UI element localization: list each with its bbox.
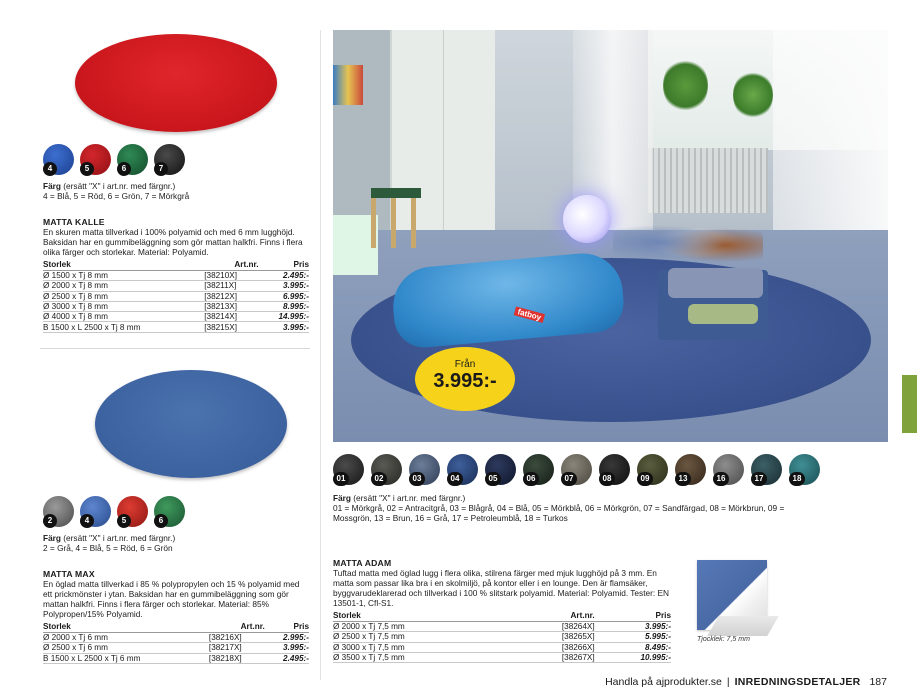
color-label: Färg bbox=[43, 181, 61, 191]
max-rug-image bbox=[95, 370, 287, 478]
section-tab bbox=[902, 375, 917, 433]
col-size: Storlek bbox=[333, 611, 513, 622]
size-cell: Ø 2000 x Tj 7,5 mm bbox=[333, 622, 513, 632]
adam-color-info bbox=[333, 493, 803, 523]
kalle-price-table bbox=[43, 260, 309, 333]
swatch-01[interactable]: 01 bbox=[333, 454, 364, 485]
swatch-dark-grey[interactable]: 7 bbox=[154, 144, 185, 175]
col-size: Storlek bbox=[43, 260, 204, 271]
max-title: MATTA MAX bbox=[43, 569, 95, 579]
color-note: (ersätt "X" i art.nr. med färgnr.) bbox=[60, 533, 176, 543]
table-row bbox=[43, 653, 309, 663]
artnr-cell: [38264X] bbox=[513, 622, 595, 632]
size-cell: Ø 2500 x Tj 7,5 mm bbox=[333, 632, 513, 642]
swatch-grey[interactable]: 2 bbox=[43, 496, 74, 527]
artnr-cell: [38267X] bbox=[513, 652, 595, 662]
table-row bbox=[333, 632, 671, 642]
page-number: 187 bbox=[869, 676, 887, 688]
price-cell: 5.995:- bbox=[595, 632, 671, 642]
color-note: (ersätt "X" i art.nr. med färgnr.) bbox=[60, 181, 176, 191]
swatch-08[interactable]: 08 bbox=[599, 454, 630, 485]
color-label: Färg bbox=[43, 533, 61, 543]
size-cell: Ø 3000 x Tj 8 mm bbox=[43, 301, 204, 311]
swatch-03[interactable]: 03 bbox=[409, 454, 440, 485]
footer-link[interactable]: Handla på ajprodukter.se bbox=[605, 676, 722, 688]
kalle-title: MATTA KALLE bbox=[43, 217, 105, 227]
table-row bbox=[43, 312, 309, 322]
table-row bbox=[333, 652, 671, 662]
plant bbox=[663, 58, 708, 113]
table-row bbox=[43, 271, 309, 281]
badge-from: Från bbox=[454, 359, 476, 370]
artnr-cell: [38216X] bbox=[209, 633, 265, 643]
pouf-brand-label: fatboy bbox=[514, 306, 545, 322]
color-list: 01 = Mörkgrå, 02 = Antracitgrå, 03 = Blågrå, 04 = Blå, 05 = Mörkblå, 06 = Mörkgrön, 07 = Sandfärgad, 08 = Mörkbrun, 09 = Mossgrön, 13 = Brun, 16 = Grå, 17 = Petroleumblå, 18 = Turkos bbox=[333, 503, 785, 523]
kalle-description: En skuren matta tillverkad i 100% polyamid och med 6 mm lugghöjd. Baksidan har en gummibeläggning som gör mattan halkfri. Finns i flera olika färger och storlekar. Material: Polyamid. bbox=[43, 227, 303, 257]
table-row bbox=[43, 291, 309, 301]
swatch-02[interactable]: 02 bbox=[371, 454, 402, 485]
table-row bbox=[333, 622, 671, 632]
col-size: Storlek bbox=[43, 622, 209, 633]
color-list: 2 = Grå, 4 = Blå, 5 = Röd, 6 = Grön bbox=[43, 543, 173, 553]
size-cell: Ø 3500 x Tj 7,5 mm bbox=[333, 652, 513, 662]
artnr-cell: [38212X] bbox=[204, 291, 258, 301]
page-footer bbox=[605, 676, 887, 688]
books-decor bbox=[333, 65, 363, 105]
plush-toys bbox=[613, 215, 763, 270]
col-artnr: Art.nr. bbox=[204, 260, 258, 271]
blanket bbox=[668, 268, 763, 298]
footer-section: INREDNINGSDETALJER bbox=[734, 676, 861, 688]
color-label: Färg bbox=[333, 493, 351, 503]
table-row bbox=[43, 633, 309, 643]
adam-description: Tuftad matta med öglad lugg i flera olika, stilrena färger med mjuk lugghöjd på 3 mm. En matta som passar lika bra i en skolmiljö, på kontor eller i en lounge. Den är flamsäker, byggvarudeklarerad och tillverkad i 100 % slitstark polyamid. Material: Polyamid. Tester: EN 13501-1, Cfl-S1. bbox=[333, 568, 670, 608]
price-cell: 14.995:- bbox=[259, 312, 310, 322]
swatch-04[interactable]: 04 bbox=[447, 454, 478, 485]
price-cell: 3.995:- bbox=[265, 643, 309, 653]
col-artnr: Art.nr. bbox=[513, 611, 595, 622]
artnr-cell: [38266X] bbox=[513, 642, 595, 652]
table-row bbox=[43, 281, 309, 291]
artnr-cell: [38215X] bbox=[204, 322, 258, 332]
size-cell: B 1500 x L 2500 x Tj 6 mm bbox=[43, 653, 209, 663]
price-cell: 2.495:- bbox=[259, 271, 310, 281]
price-cell: 3.995:- bbox=[259, 281, 310, 291]
size-cell: Ø 2000 x Tj 8 mm bbox=[43, 281, 204, 291]
adam-title: MATTA ADAM bbox=[333, 558, 392, 568]
swatch-09[interactable]: 09 bbox=[637, 454, 668, 485]
price-cell: 10.995:- bbox=[595, 652, 671, 662]
swatch-blue[interactable]: 4 bbox=[43, 144, 74, 175]
color-note: (ersätt "X" i art.nr. med färgnr.) bbox=[350, 493, 466, 503]
max-price-table bbox=[43, 622, 309, 664]
size-cell: Ø 2500 x Tj 6 mm bbox=[43, 643, 209, 653]
swatch-07[interactable]: 07 bbox=[561, 454, 592, 485]
pillow bbox=[688, 304, 758, 324]
column-divider bbox=[320, 30, 321, 680]
size-cell: Ø 4000 x Tj 8 mm bbox=[43, 312, 204, 322]
swatch-red[interactable]: 5 bbox=[117, 496, 148, 527]
kalle-color-info bbox=[43, 181, 313, 201]
col-price: Pris bbox=[595, 611, 671, 622]
adam-swatches bbox=[333, 454, 820, 485]
size-cell: Ø 3000 x Tj 7,5 mm bbox=[333, 642, 513, 652]
stool bbox=[371, 188, 421, 248]
swatch-blue[interactable]: 4 bbox=[80, 496, 111, 527]
price-cell: 6.995:- bbox=[259, 291, 310, 301]
size-cell: Ø 1500 x Tj 8 mm bbox=[43, 271, 204, 281]
price-cell: 3.995:- bbox=[595, 622, 671, 632]
glowing-ball-lamp bbox=[563, 195, 611, 243]
plant bbox=[733, 70, 773, 120]
price-cell: 8.495:- bbox=[595, 642, 671, 652]
max-color-info bbox=[43, 533, 313, 553]
badge-price: 3.995:- bbox=[433, 370, 497, 392]
swatch-13[interactable]: 13 bbox=[675, 454, 706, 485]
swatch-16[interactable]: 16 bbox=[713, 454, 744, 485]
kalle-swatches bbox=[43, 144, 185, 175]
section-divider bbox=[40, 348, 310, 349]
artnr-cell: [38218X] bbox=[209, 653, 265, 663]
table-row bbox=[333, 642, 671, 652]
swatch-17[interactable]: 17 bbox=[751, 454, 782, 485]
price-cell: 2.495:- bbox=[265, 653, 309, 663]
footer-separator: | bbox=[726, 676, 730, 688]
artnr-cell: [38213X] bbox=[204, 301, 258, 311]
artnr-cell: [38211X] bbox=[204, 281, 258, 291]
price-badge bbox=[415, 347, 515, 411]
col-price: Pris bbox=[265, 622, 309, 633]
col-artnr: Art.nr. bbox=[209, 622, 265, 633]
artnr-cell: [38217X] bbox=[209, 643, 265, 653]
swatch-05[interactable]: 05 bbox=[485, 454, 516, 485]
kalle-rug-image bbox=[75, 34, 277, 132]
artnr-cell: [38265X] bbox=[513, 632, 595, 642]
adam-price-table bbox=[333, 611, 671, 663]
table-row bbox=[43, 643, 309, 653]
price-cell: 8.995:- bbox=[259, 301, 310, 311]
color-list: 4 = Blå, 5 = Röd, 6 = Grön, 7 = Mörkgrå bbox=[43, 191, 190, 201]
artnr-cell: [38210X] bbox=[204, 271, 258, 281]
max-swatches bbox=[43, 496, 185, 527]
artnr-cell: [38214X] bbox=[204, 312, 258, 322]
price-cell: 3.995:- bbox=[259, 322, 310, 332]
size-cell: Ø 2500 x Tj 8 mm bbox=[43, 291, 204, 301]
swatch-green[interactable]: 6 bbox=[154, 496, 185, 527]
swatch-06[interactable]: 06 bbox=[523, 454, 554, 485]
swatch-red[interactable]: 5 bbox=[80, 144, 111, 175]
radiator bbox=[648, 148, 768, 213]
size-cell: Ø 2000 x Tj 6 mm bbox=[43, 633, 209, 643]
max-description: En öglad matta tillverkad i 85 % polypropylen och 15 % polyamid med ett prickmönster i ytan. Baksidan har en gummibeläggning som gör mattan halkfri. Finns i flera färger och storlekar. Material: 85% Polypropen/15% Polyamid. bbox=[43, 579, 300, 619]
swatch-18[interactable]: 18 bbox=[789, 454, 820, 485]
size-cell: B 1500 x L 2500 x Tj 8 mm bbox=[43, 322, 204, 332]
swatch-green[interactable]: 6 bbox=[117, 144, 148, 175]
table-row bbox=[43, 301, 309, 311]
rug-thickness-sample-image bbox=[697, 560, 767, 630]
sample-caption: Tjocklek: 7,5 mm bbox=[697, 636, 750, 643]
col-price: Pris bbox=[259, 260, 310, 271]
table-row bbox=[43, 322, 309, 332]
price-cell: 2.995:- bbox=[265, 633, 309, 643]
